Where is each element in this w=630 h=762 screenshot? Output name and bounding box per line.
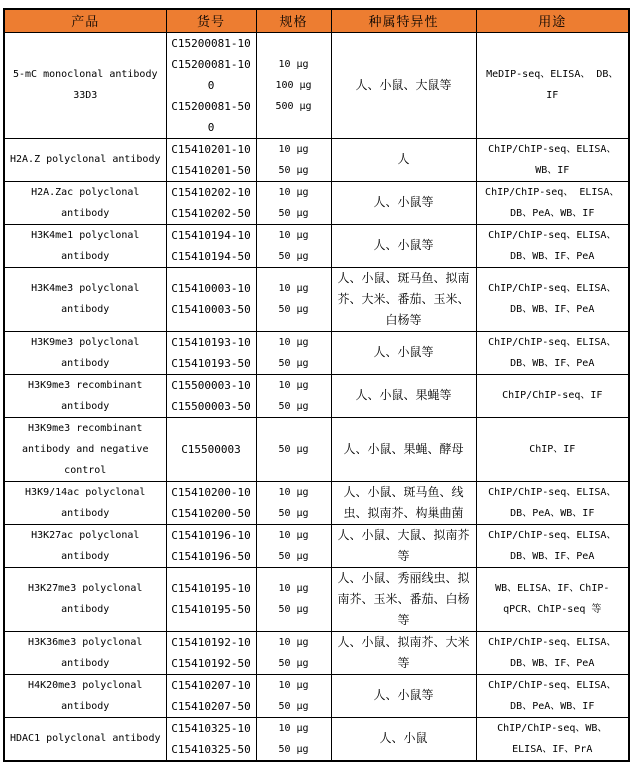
- table-row: [4, 138, 629, 181]
- applications: ChIP/ChIP-seq、ELISA、DB、PeA、WB、IF: [476, 481, 629, 524]
- table-row: [4, 224, 629, 267]
- applications: ChIP/ChIP-seq、ELISA、DB、PeA、WB、IF: [476, 674, 629, 717]
- table-row: [4, 32, 629, 138]
- spec-value: 50 µg: [278, 743, 309, 755]
- applications: MeDIP-seq、ELISA、 DB、IF: [476, 32, 629, 138]
- species-specificity: 人: [331, 138, 476, 181]
- catalog-numbers: [166, 224, 256, 267]
- catalog-number: C15410196-10: [171, 528, 251, 542]
- species-specificity: 人、小鼠等: [331, 181, 476, 224]
- spec-value: 10 µg: [278, 186, 309, 198]
- spec-value: 50 µg: [278, 207, 309, 219]
- specifications: [256, 674, 331, 717]
- table-row: [4, 481, 629, 524]
- applications: ChIP/ChIP-seq、ELISA、DB、WB、IF、PeA: [476, 267, 629, 331]
- spec-value: 50 µg: [278, 700, 309, 712]
- antibody-product-table: [3, 8, 630, 762]
- applications: ChIP/ChIP-seq、WB、ELISA、IF、PrA: [476, 717, 629, 761]
- spec-value: 10 µg: [278, 283, 309, 294]
- specifications: [256, 524, 331, 567]
- catalog-number: C15410325-10: [171, 721, 251, 735]
- catalog-numbers: [166, 181, 256, 224]
- table-header: [4, 9, 629, 32]
- specifications: [256, 717, 331, 761]
- product-name: H3K36me3 polyclonal antibody: [4, 631, 166, 674]
- column-header-product: 产品: [4, 9, 166, 32]
- applications: ChIP/ChIP-seq、ELISA、DB、WB、IF、PeA: [476, 331, 629, 374]
- specifications: [256, 374, 331, 417]
- catalog-number: C15410207-10: [171, 678, 251, 692]
- catalog-numbers: [166, 331, 256, 374]
- spec-value: 10 µg: [278, 529, 309, 541]
- spec-value: 10 µg: [278, 486, 309, 498]
- table-row: [4, 181, 629, 224]
- product-name: H4K20me3 polyclonal antibody: [4, 674, 166, 717]
- catalog-number: C15410201-50: [171, 163, 251, 177]
- catalog-numbers: [166, 717, 256, 761]
- catalog-number: C15410196-50: [171, 549, 251, 563]
- table-row: [4, 717, 629, 761]
- spec-value: 10 µg: [278, 722, 309, 734]
- catalog-numbers: [166, 631, 256, 674]
- catalog-number: C15410193-50: [171, 356, 251, 370]
- table-row: [4, 524, 629, 567]
- catalog-number: C15410192-10: [171, 635, 251, 649]
- catalog-number: C15410202-10: [171, 185, 251, 199]
- spec-value: 50 µg: [278, 400, 309, 412]
- spec-value: 10 µg: [278, 229, 309, 241]
- spec-value: 10 µg: [278, 379, 309, 391]
- table-row: [4, 267, 629, 331]
- catalog-number: C15410194-50: [171, 249, 251, 263]
- spec-value: 50 µg: [278, 604, 309, 615]
- catalog-number: C15410193-10: [171, 335, 251, 349]
- spec-value: 10 µg: [278, 336, 309, 348]
- catalog-numbers: [166, 138, 256, 181]
- species-specificity: 人、小鼠、大鼠等: [331, 32, 476, 138]
- species-specificity: 人、小鼠等: [331, 224, 476, 267]
- specifications: [256, 181, 331, 224]
- product-name: H3K9/14ac polyclonal antibody: [4, 481, 166, 524]
- catalog-numbers: [166, 567, 256, 631]
- product-name: H2A.Zac polyclonal antibody: [4, 181, 166, 224]
- column-header-species: 种属特异性: [331, 9, 476, 32]
- catalog-number: C15410200-10: [171, 485, 251, 499]
- specifications: [256, 481, 331, 524]
- column-header-applications: 用途: [476, 9, 629, 32]
- spec-value: 10 µg: [278, 679, 309, 691]
- catalog-number: C15500003: [181, 442, 241, 456]
- product-name: H3K27me3 polyclonal antibody: [4, 567, 166, 631]
- product-name: H3K27ac polyclonal antibody: [4, 524, 166, 567]
- species-specificity: 人、小鼠、大鼠、拟南芥等: [331, 524, 476, 567]
- spec-value: 10 µg: [278, 636, 309, 648]
- product-name: H3K9me3 recombinant antibody and negative control: [4, 417, 166, 481]
- catalog-number: C15410201-10: [171, 142, 251, 156]
- catalog-number: C15410207-50: [171, 699, 251, 713]
- table-row: [4, 567, 629, 631]
- catalog-number: C15410195-50: [171, 603, 251, 616]
- table-row: [4, 631, 629, 674]
- species-specificity: 人、小鼠等: [331, 331, 476, 374]
- spec-value: 50 µg: [278, 164, 309, 176]
- species-specificity: 人、小鼠、果蝇等: [331, 374, 476, 417]
- product-name: H3K9me3 polyclonal antibody: [4, 331, 166, 374]
- species-specificity: 人、小鼠、果蝇、酵母: [331, 417, 476, 481]
- catalog-number: C15410194-10: [171, 228, 251, 242]
- catalog-number: C15410195-10: [171, 582, 251, 595]
- species-specificity: 人、小鼠、斑马鱼、拟南芥、大米、番茄、玉米、白杨等: [331, 267, 476, 331]
- spec-value: 50 µg: [278, 507, 309, 519]
- catalog-number: C15500003-10: [171, 378, 251, 392]
- table-row: [4, 417, 629, 481]
- table-row: [4, 374, 629, 417]
- product-name: H2A.Z polyclonal antibody: [4, 138, 166, 181]
- species-specificity: 人、小鼠、拟南芥、大米等: [331, 631, 476, 674]
- catalog-numbers: [166, 674, 256, 717]
- applications: ChIP/ChIP-seq、ELISA、WB、IF: [476, 138, 629, 181]
- product-name: H3K4me3 polyclonal antibody: [4, 267, 166, 331]
- species-specificity: 人、小鼠、斑马鱼、线虫、拟南芥、构巢曲菌: [331, 481, 476, 524]
- spec-value: 10 µg: [278, 58, 309, 70]
- applications: ChIP/ChIP-seq、ELISA、DB、WB、IF、PeA: [476, 224, 629, 267]
- product-name: H3K4me1 polyclonal antibody: [4, 224, 166, 267]
- applications: ChIP/ChIP-seq、IF: [476, 374, 629, 417]
- applications: ChIP、IF: [476, 417, 629, 481]
- catalog-number: C15410003-50: [171, 303, 251, 316]
- specifications: [256, 417, 331, 481]
- table-row: [4, 674, 629, 717]
- catalog-number: C15200081-10: [171, 36, 251, 50]
- catalog-number: C15410325-50: [171, 742, 251, 756]
- specifications: [256, 32, 331, 138]
- catalog-numbers: [166, 267, 256, 331]
- spec-value: 50 µg: [278, 550, 309, 562]
- table-row: [4, 331, 629, 374]
- spec-value: 50 µg: [278, 250, 309, 262]
- specifications: [256, 567, 331, 631]
- catalog-number: C15200081-100: [171, 57, 251, 92]
- catalog-numbers: [166, 524, 256, 567]
- applications: WB、ELISA、IF、ChIP-qPCR、ChIP-seq 等: [476, 567, 629, 631]
- product-name: HDAC1 polyclonal antibody: [4, 717, 166, 761]
- table-body: [4, 32, 629, 761]
- spec-value: 10 µg: [278, 583, 309, 594]
- product-name: 5-mC monoclonal antibody 33D3: [4, 32, 166, 138]
- applications: ChIP/ChIP-seq、ELISA、DB、WB、IF、PeA: [476, 524, 629, 567]
- specifications: [256, 138, 331, 181]
- species-specificity: 人、小鼠: [331, 717, 476, 761]
- specifications: [256, 331, 331, 374]
- species-specificity: 人、小鼠等: [331, 674, 476, 717]
- catalog-numbers: [166, 481, 256, 524]
- spec-value: 50 µg: [278, 304, 309, 315]
- species-specificity: 人、小鼠、秀丽线虫、拟南芥、玉米、番茄、白杨等: [331, 567, 476, 631]
- applications: ChIP/ChIP-seq、 ELISA、DB、PeA、WB、IF: [476, 181, 629, 224]
- catalog-numbers: [166, 32, 256, 138]
- spec-value: 500 µg: [275, 100, 312, 112]
- catalog-numbers: [166, 417, 256, 481]
- spec-value: 100 µg: [275, 79, 312, 91]
- catalog-number: C15410200-50: [171, 506, 251, 520]
- catalog-number: C15410003-10: [171, 282, 251, 295]
- spec-value: 50 µg: [278, 443, 309, 455]
- catalog-number: C15200081-500: [171, 99, 251, 134]
- spec-value: 50 µg: [278, 657, 309, 669]
- applications: ChIP/ChIP-seq、ELISA、DB、WB、IF、PeA: [476, 631, 629, 674]
- catalog-numbers: [166, 374, 256, 417]
- specifications: [256, 267, 331, 331]
- column-header-spec: 规格: [256, 9, 331, 32]
- specifications: [256, 224, 331, 267]
- catalog-number: C15410192-50: [171, 656, 251, 670]
- spec-value: 50 µg: [278, 357, 309, 369]
- catalog-number: C15410202-50: [171, 206, 251, 220]
- column-header-catalog: 货号: [166, 9, 256, 32]
- spec-value: 10 µg: [278, 143, 309, 155]
- specifications: [256, 631, 331, 674]
- catalog-number: C15500003-50: [171, 399, 251, 413]
- header-row: [4, 9, 629, 32]
- product-name: H3K9me3 recombinant antibody: [4, 374, 166, 417]
